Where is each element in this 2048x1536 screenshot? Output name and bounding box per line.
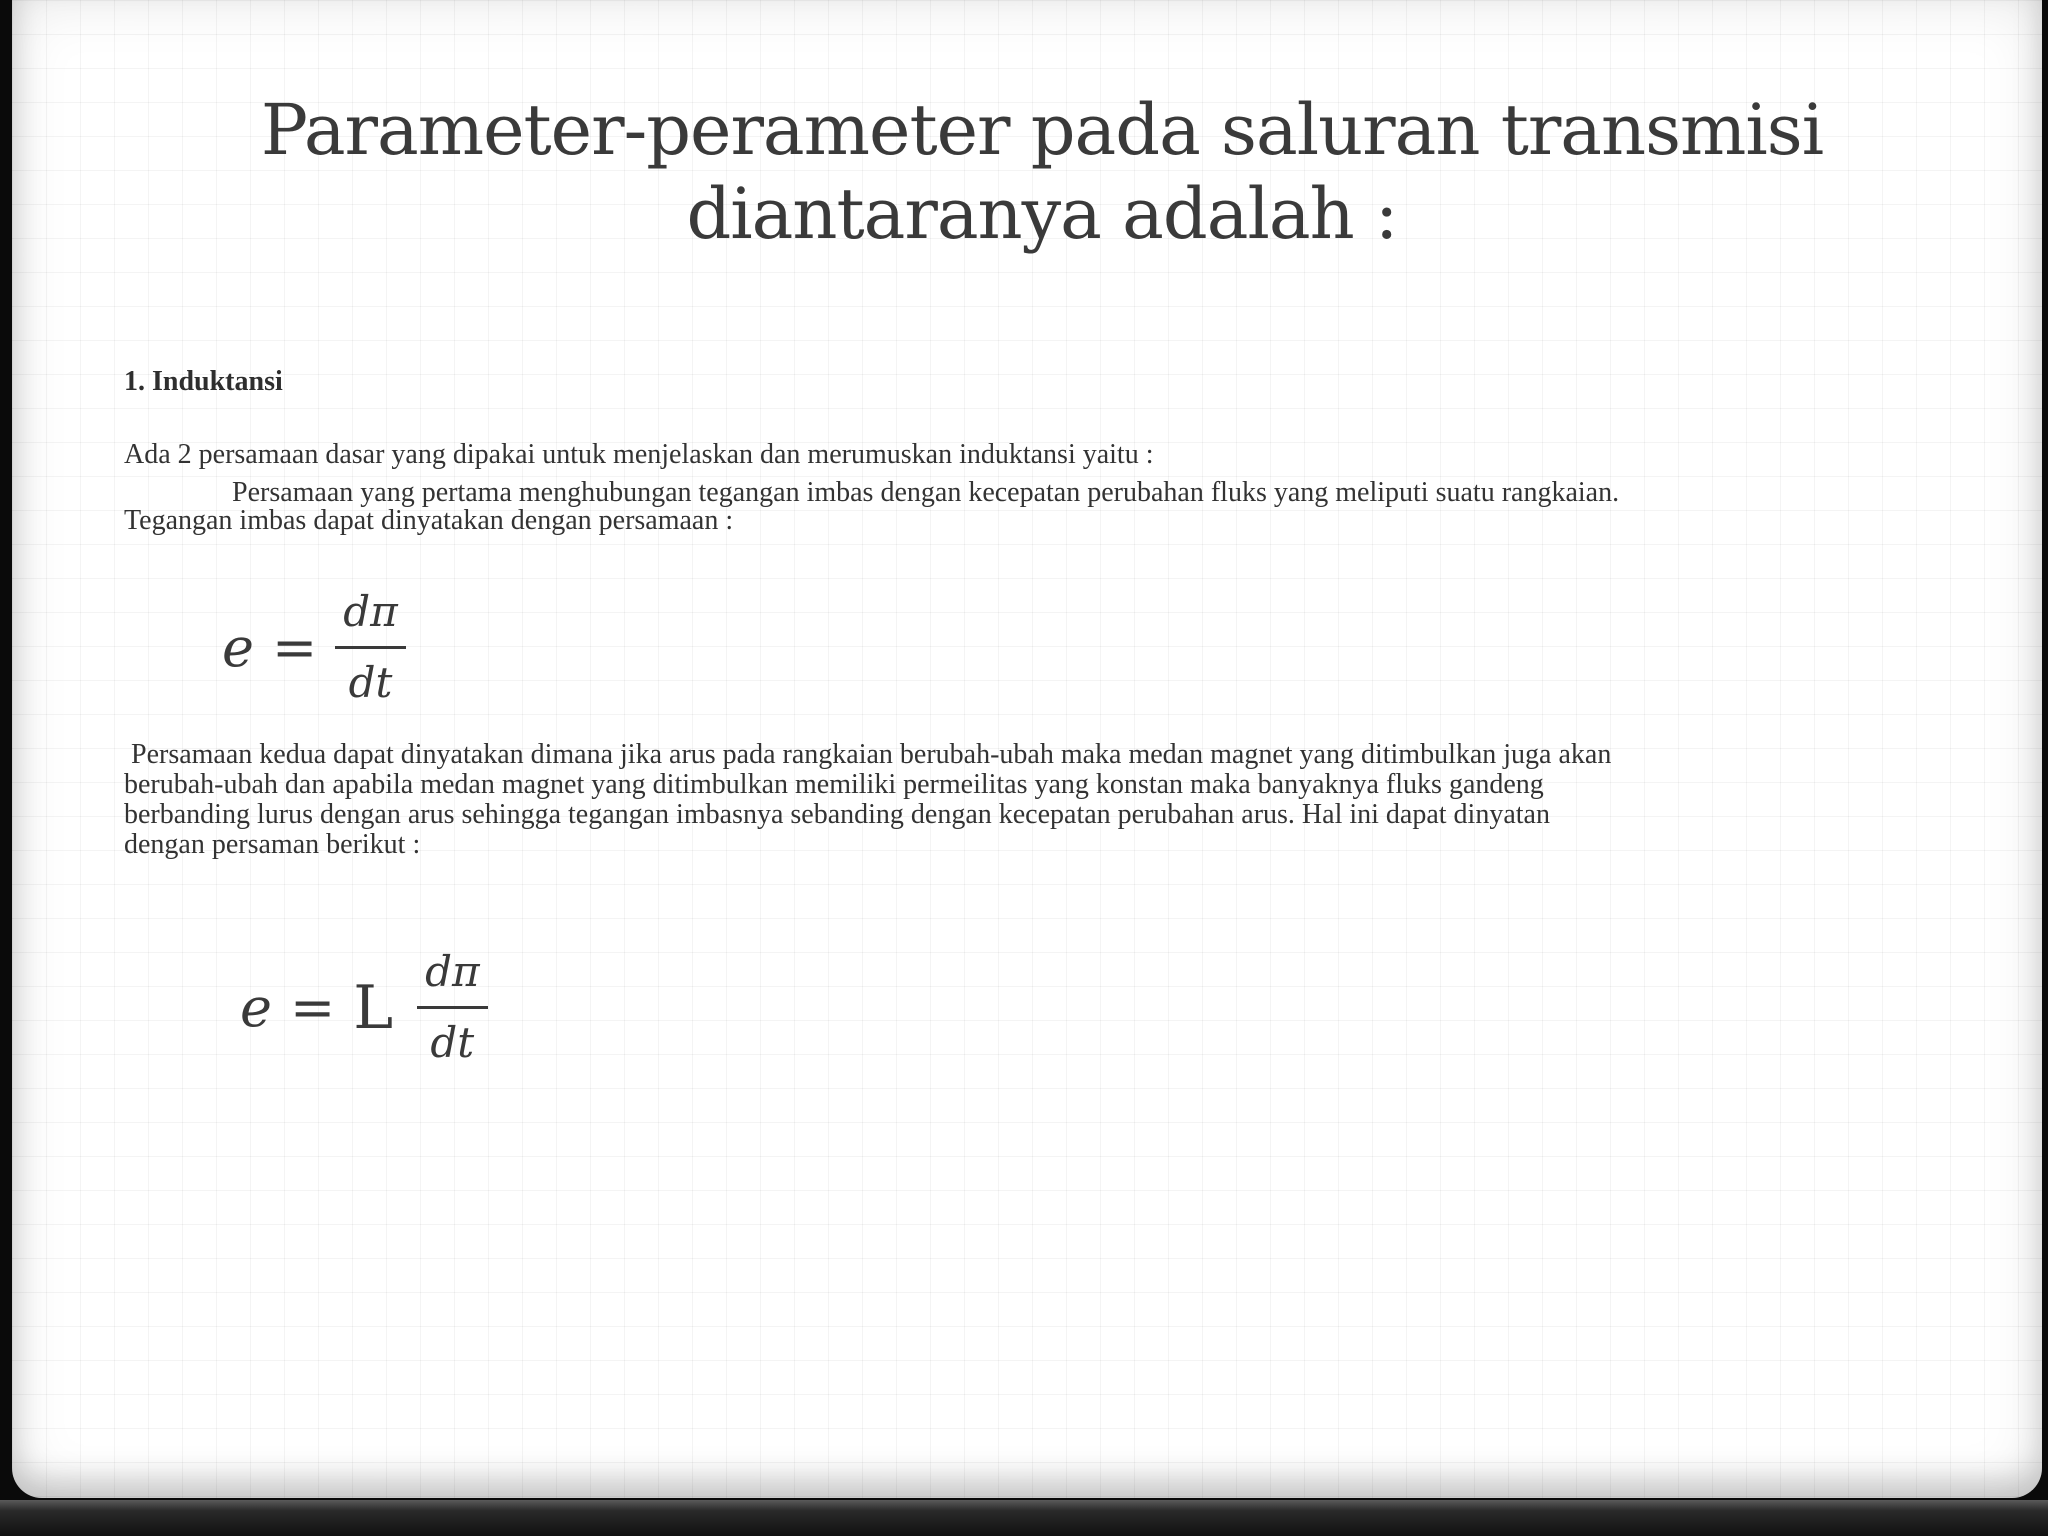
fraction-numerator: dπ: [343, 587, 398, 636]
paragraph-text: Persamaan yang pertama menghubungan tegangan imbas dengan kecepatan perubahan fluks yang meliputi suatu rangkaian.: [232, 477, 1620, 508]
equation-equals: =: [271, 616, 318, 679]
paragraph-line: dengan persaman berikut :: [124, 829, 421, 860]
equation-induced-voltage: [222, 584, 406, 711]
fraction: [417, 944, 488, 1071]
slide-title: [132, 88, 1952, 256]
title-line-2: diantaranya adalah :: [686, 173, 1398, 255]
fraction-numerator: dπ: [425, 947, 480, 996]
equation-equals: =: [289, 976, 336, 1039]
paragraph-line: Persamaan kedua dapat dinyatakan dimana jika arus pada rangkaian berubah-ubah maka medan magnet yang ditimbulkan juga akan: [124, 739, 1612, 770]
slide-bottom-shadow: [0, 1500, 2048, 1536]
equation-coefficient: L: [353, 972, 394, 1043]
fraction-denominator: dt: [348, 658, 393, 707]
paragraph-first-equation: [124, 478, 1924, 536]
fraction-bar: [335, 646, 406, 649]
paragraph-line: berbanding lurus dengan arus sehingga tegangan imbasnya sebanding dengan kecepatan perubahan arus. Hal ini dapat dinyatan: [124, 799, 1550, 830]
paragraph-line: Tegangan imbas dapat dinyatakan dengan persamaan :: [124, 505, 734, 536]
paragraph-intro: Ada 2 persamaan dasar yang dipakai untuk menjelaskan dan merumuskan induktansi yaitu :: [124, 439, 1154, 470]
equation-inductance: [240, 944, 488, 1071]
paragraph-second-equation: [124, 740, 1924, 860]
equation-lhs: e: [222, 616, 254, 679]
fraction: [335, 584, 406, 711]
title-line-1: Parameter-perameter pada saluran transmisi: [260, 89, 1824, 171]
fraction-bar: [417, 1006, 488, 1009]
paragraph-line: [124, 478, 1924, 508]
slide: [12, 0, 2042, 1498]
section-heading: 1. Induktansi: [124, 366, 283, 397]
paragraph-line: berubah-ubah dan apabila medan magnet yang ditimbulkan memiliki permeilitas yang konstan maka banyaknya fluks gandeng: [124, 769, 1544, 800]
fraction-denominator: dt: [430, 1018, 475, 1067]
equation-lhs: e: [240, 976, 272, 1039]
